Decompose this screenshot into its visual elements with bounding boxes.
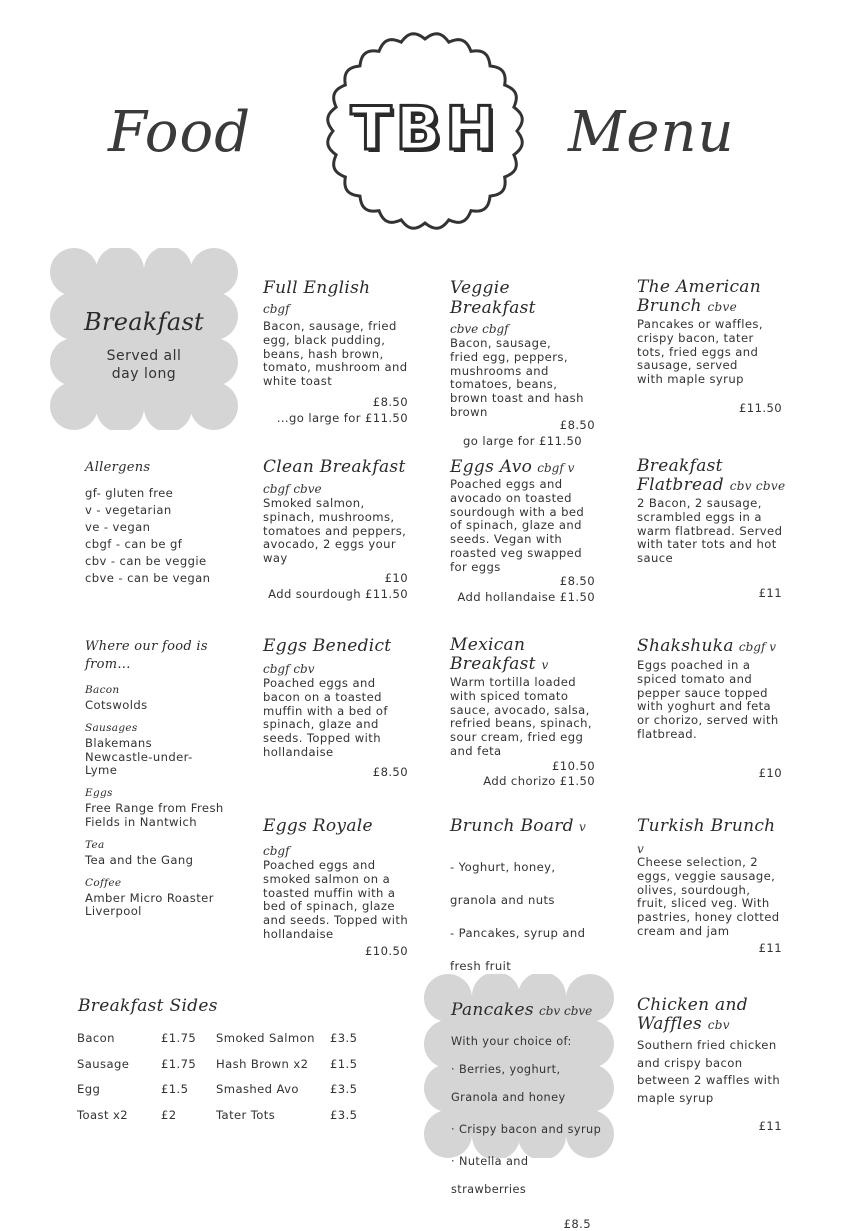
item-price: £11 <box>758 1119 782 1133</box>
allergen-item: cbv - can be veggie <box>85 554 207 568</box>
menu-item-clean-breakfast <box>263 457 413 601</box>
item-title: Brunch Board v <box>450 816 586 836</box>
item-title: Eggs Benedict <box>263 636 392 656</box>
sources-section <box>85 638 245 919</box>
source-text: Free Range from Fresh Fields in Nantwich <box>85 801 224 829</box>
breakfast-badge <box>50 248 238 430</box>
menu-item-american-brunch <box>637 278 787 415</box>
item-description: Poached eggs and bacon on a toasted muffin with a bed of spinach, glaze and seeds. Topped with hollandaise <box>263 676 388 759</box>
item-price: £10.50 <box>365 943 408 958</box>
item-tags: v <box>578 820 586 834</box>
side-name: Sausage <box>77 1057 130 1071</box>
item-title: Pancakes cbv cbve <box>451 1000 593 1020</box>
item-title: Mexican Breakfast v <box>450 635 549 674</box>
menu-item-full-english <box>263 278 413 425</box>
item-price: £11 <box>758 585 782 600</box>
side-name: Egg <box>77 1082 101 1096</box>
item-description: With your choice of: · Berries, yoghurt, Granola and honey · Crispy bacon and syrup · Nutella and strawberries <box>451 1035 602 1196</box>
sides-title: Breakfast Sides <box>78 996 218 1016</box>
item-description: Warm tortilla loaded with spiced tomato sauce, avocado, salsa, refried beans, spinach, sour cream, fried egg and feta <box>450 675 592 758</box>
item-price: £10.50 <box>552 758 595 773</box>
source-head: Coffee <box>85 876 122 889</box>
item-price: £8.50 <box>372 764 408 779</box>
allergen-item: cbgf - can be gf <box>85 537 183 551</box>
item-price: £11.50 <box>739 400 782 415</box>
item-extra: Add hollandaise £1.50 <box>457 589 595 604</box>
source-head: Eggs <box>85 787 113 800</box>
side-price: £1.5 <box>161 1082 189 1096</box>
side-name: Tater Tots <box>216 1108 276 1122</box>
menu-item-chicken-waffles <box>637 996 797 1133</box>
item-title: Full English <box>263 278 371 298</box>
menu-item-mexican-breakfast <box>450 636 600 788</box>
allergens-title: Allergens <box>85 460 151 475</box>
header-title-right: Menu <box>568 100 735 165</box>
item-price: £10 <box>384 570 408 585</box>
item-tags: cbgf <box>263 302 290 316</box>
item-tags: cbv cbve <box>539 1004 593 1018</box>
item-tags: cbgf <box>263 844 290 858</box>
menu-item-breakfast-flatbread <box>637 457 787 600</box>
item-description: Eggs poached in a spiced tomato and pepper sauce topped with yoghurt and feta or chorizo, served with flatbread. <box>637 658 779 741</box>
source-text: Tea and the Gang <box>85 852 194 867</box>
item-tags: cbv cbve <box>729 479 786 493</box>
item-tags: cbgf cbv <box>263 662 315 676</box>
allergen-item: ve - vegan <box>85 520 151 534</box>
item-description: Bacon, sausage, fried egg, peppers, mushrooms and tomatoes, beans, brown toast and hash brown <box>450 336 584 419</box>
item-tags: cbgf cbve <box>263 482 322 496</box>
item-extra: Add sourdough £11.50 <box>268 586 408 601</box>
breakfast-title: Breakfast <box>83 308 205 336</box>
item-title: The American Brunch cbve <box>637 277 761 316</box>
item-title: Eggs Avo cbgf v <box>450 457 575 477</box>
item-price: £8.5 <box>563 1217 591 1231</box>
item-title: Breakfast Flatbread cbv cbve <box>637 456 786 495</box>
side-price: £3.5 <box>330 1108 358 1122</box>
item-title: Shakshuka cbgf v <box>637 636 777 656</box>
item-tags: cbve <box>707 300 737 314</box>
side-price: £2 <box>161 1108 177 1122</box>
side-price: £1.75 <box>161 1057 197 1071</box>
menu-item-eggs-royale <box>263 816 413 958</box>
item-description: - Yoghurt, honey, granola and nuts - Pancakes, syrup and fresh fruit <box>450 859 586 973</box>
item-description: Southern fried chicken and crispy bacon between 2 waffles with maple syrup <box>637 1038 781 1105</box>
menu-item-turkish-brunch <box>637 816 787 955</box>
item-description: Bacon, sausage, fried egg, black pudding, beans, hash brown, tomato, mushroom and white toast <box>263 319 408 389</box>
item-price: £10 <box>758 765 782 780</box>
item-tags: cbgf v <box>537 461 575 475</box>
item-tags: v <box>637 842 644 856</box>
item-price: £8.50 <box>372 394 408 409</box>
logo-badge <box>320 26 530 236</box>
source-text: Cotswolds <box>85 698 148 712</box>
side-price: £1.75 <box>161 1031 197 1045</box>
allergen-item: gf- gluten free <box>85 486 174 500</box>
menu-item-veggie-breakfast <box>450 278 600 448</box>
source-head: Sausages <box>85 721 138 734</box>
menu-item-eggs-benedict <box>263 636 413 779</box>
item-title: Eggs Royale <box>263 816 373 836</box>
item-description: Poached eggs and avocado on toasted sourdough with a bed of spinach, glaze and seeds. Vegan with roasted veg swapped for eggs <box>450 477 585 574</box>
item-description: Poached eggs and smoked salmon on a toasted muffin with a bed of spinach, glaze and seeds. Topped with hollandaise <box>263 858 409 941</box>
side-name: Smashed Avo <box>216 1082 299 1096</box>
item-extra: go large for £11.50 <box>463 433 582 448</box>
side-price: £3.5 <box>330 1082 358 1096</box>
side-name: Bacon <box>77 1031 115 1045</box>
item-extra: Add chorizo £1.50 <box>483 773 595 788</box>
item-title: Turkish Brunch <box>637 816 776 836</box>
source-head: Bacon <box>85 684 120 696</box>
menu-item-eggs-avo <box>450 457 600 604</box>
item-title: Clean Breakfast <box>263 457 406 477</box>
item-description: Cheese selection, 2 eggs, veggie sausage, olives, sourdough, fruit, sliced veg. With pastries, honey clotted cream and jam <box>637 855 780 938</box>
side-name: Hash Brown x2 <box>216 1057 309 1071</box>
menu-item-shakshuka <box>637 636 787 780</box>
item-tags: v <box>541 658 549 672</box>
side-name: Toast x2 <box>77 1108 129 1122</box>
item-extra: ...go large for £11.50 <box>276 410 408 425</box>
side-price: £3.5 <box>330 1031 358 1045</box>
item-tags: cbgf v <box>738 640 777 654</box>
item-description: 2 Bacon, 2 sausage, scrambled eggs in a warm flatbread. Served with tater tots and hot sauce <box>637 496 783 566</box>
item-title: Veggie Breakfast <box>450 278 536 318</box>
item-price: £8.50 <box>559 573 595 588</box>
item-description: Pancakes or waffles, crispy bacon, tater tots, fried eggs and sausage, served with maple syrup <box>637 317 763 387</box>
item-tags: cbv <box>707 1018 730 1032</box>
cloud-shape-icon <box>50 248 238 430</box>
allergens-list <box>85 485 245 587</box>
item-price: £8.50 <box>559 417 595 432</box>
menu-item-pancakes <box>424 974 614 1231</box>
source-head: Tea <box>85 838 105 851</box>
sources-title: Where our food is from... <box>85 639 208 672</box>
side-price: £1.5 <box>330 1057 358 1071</box>
allergen-item: v - vegetarian <box>85 503 172 517</box>
header-title-left: Food <box>108 100 252 165</box>
source-text: Amber Micro Roaster Liverpool <box>85 890 214 919</box>
allergen-item: cbve - can be vegan <box>85 571 211 585</box>
source-text: Blakemans Newcastle-under- Lyme <box>85 735 193 778</box>
logo-text: TBH <box>350 94 500 164</box>
item-title: Chicken and Waffles cbv <box>637 995 748 1034</box>
item-tags: cbve cbgf <box>450 322 509 336</box>
breakfast-subtitle-2: day long <box>111 366 177 382</box>
breakfast-subtitle-1: Served all <box>106 348 182 364</box>
item-description: Smoked salmon, spinach, mushrooms, tomatoes and peppers, avocado, 2 eggs your way <box>263 496 407 566</box>
side-name: Smoked Salmon <box>216 1031 315 1045</box>
item-price: £11 <box>758 940 782 955</box>
allergens-section <box>85 460 245 587</box>
